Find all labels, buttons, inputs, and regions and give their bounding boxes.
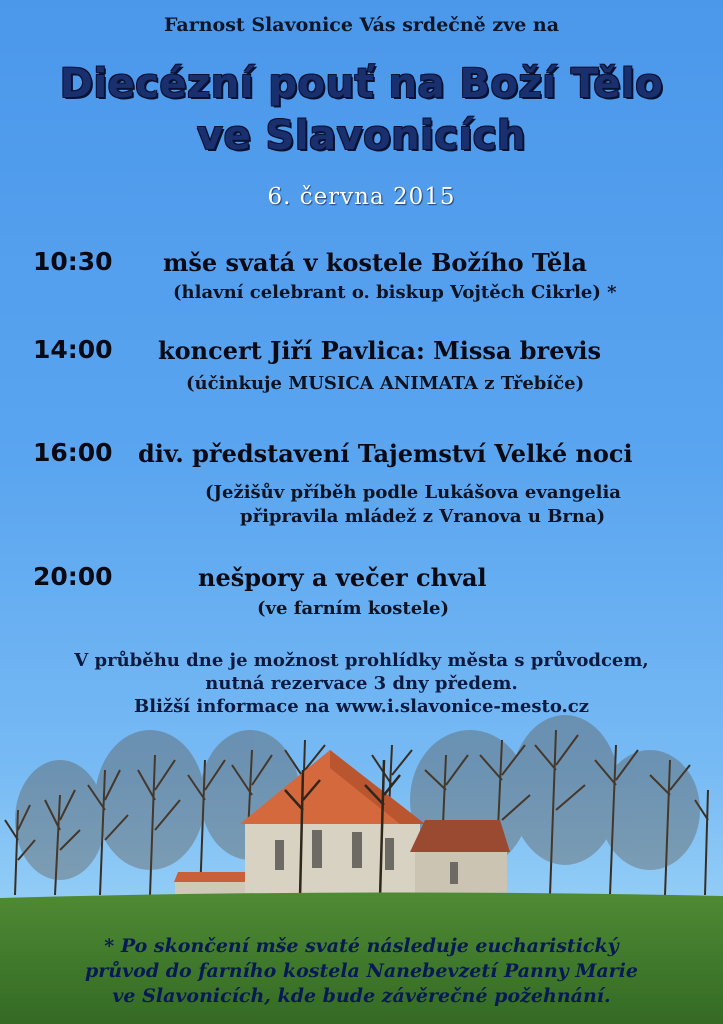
footer-note xyxy=(0,934,723,1009)
footer-line: průvod do farního kostela Nanebevzetí Panny Marie xyxy=(85,960,638,982)
event-note: (ve farním kostele) xyxy=(257,598,450,619)
event-time: 14:00 xyxy=(33,335,113,364)
event-time: 20:00 xyxy=(33,562,113,591)
event-note: (účinkuje MUSICA ANIMATA z Třebíče) xyxy=(186,373,585,394)
event-note: připravila mládež z Vranova u Brna) xyxy=(240,506,606,527)
event-time: 10:30 xyxy=(33,247,113,276)
title-line-2: ve Slavonicích xyxy=(197,113,526,159)
event-title: koncert Jiří Pavlica: Missa brevis xyxy=(158,336,602,365)
title-line-1: Diecézní pouť na Boží Tělo xyxy=(59,61,664,107)
event-title: nešpory a večer chval xyxy=(198,563,487,592)
event-note: (hlavní celebrant o. biskup Vojtěch Cikrle) * xyxy=(173,282,617,303)
footer-line: ve Slavonicích, kde bude závěrečné požehnání. xyxy=(112,985,611,1007)
event-title: div. představení Tajemství Velké noci xyxy=(138,439,633,468)
footer-line: * Po skončení mše svaté následuje eucharistický xyxy=(104,935,619,957)
info-line: V průběhu dne je možnost prohlídky města s průvodcem, xyxy=(74,650,649,671)
intro-text: Farnost Slavonice Vás srdečně zve na xyxy=(163,14,560,36)
info-line: nutná rezervace 3 dny předem. xyxy=(205,673,518,694)
event-date: 6. června 2015 xyxy=(267,184,456,210)
poster-title xyxy=(0,58,723,162)
info-link-text: Bližší informace na www.i.slavonice-mesto.cz xyxy=(134,696,589,717)
event-note: (Ježišův příběh podle Lukášova evangelia xyxy=(205,482,621,503)
event-time: 16:00 xyxy=(33,438,113,467)
event-title: mše svatá v kostele Božího Těla xyxy=(163,248,587,277)
